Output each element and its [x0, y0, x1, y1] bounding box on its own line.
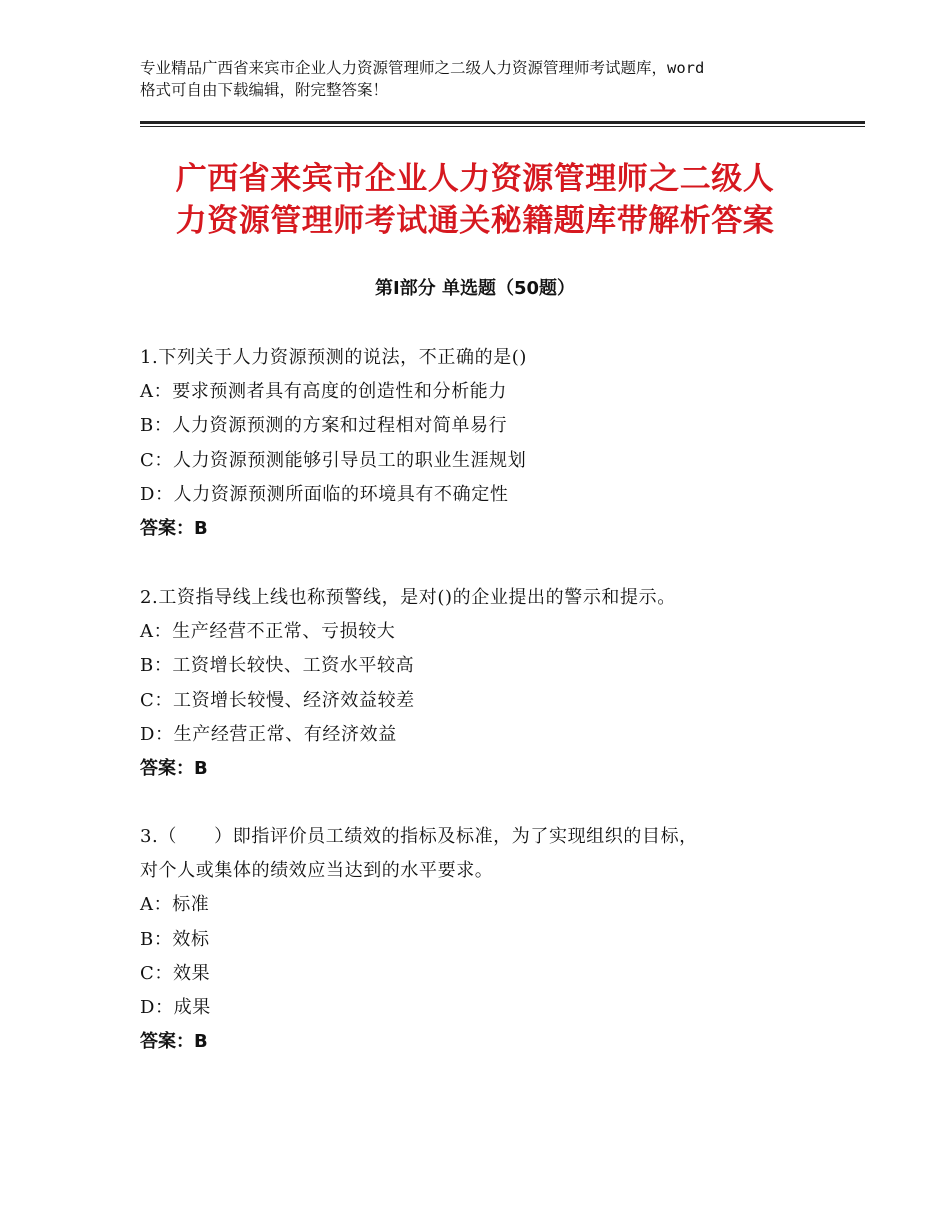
- option-b: B：人力资源预测的方案和过程相对简单易行: [140, 415, 508, 437]
- option-c: C：效果: [140, 962, 211, 984]
- answer: 答案：B: [140, 1031, 208, 1053]
- option-d: D：人力资源预测所面临的环境具有不确定性: [140, 483, 509, 505]
- option-b: B：工资增长较快、工资水平较高: [140, 655, 415, 677]
- question-3: [140, 820, 830, 1059]
- document-title-line-1: 广西省来宾市企业人力资源管理师之二级人: [175, 161, 775, 197]
- option-a: A：标准: [140, 894, 210, 916]
- header-note: [140, 57, 830, 101]
- option-c: C：人力资源预测能够引导员工的职业生涯规划: [140, 449, 527, 471]
- answer: 答案：B: [140, 757, 208, 779]
- question-2: [140, 581, 830, 786]
- document-title-line-2: 力资源管理师考试通关秘籍题库带解析答案: [175, 203, 775, 239]
- question-stem: 1.下列关于人力资源预测的说法，不正确的是(): [140, 347, 528, 368]
- header-note-line-1: 专业精品广西省来宾市企业人力资源管理师之二级人力资源管理师考试题库，word: [140, 59, 705, 77]
- question-1: [140, 341, 830, 546]
- section-heading: 第Ⅰ部分 单选题（50题）: [374, 278, 575, 299]
- document-title: [120, 158, 830, 242]
- answer: 答案：B: [140, 517, 208, 539]
- option-a: A：生产经营不正常、亏损较大: [140, 621, 396, 643]
- option-c: C：工资增长较慢、经济效益较差: [140, 689, 415, 711]
- option-b: B：效标: [140, 928, 210, 950]
- option-d: D：生产经营正常、有经济效益: [140, 723, 397, 745]
- header-note-line-2: 格式可自由下载编辑，附完整答案！: [140, 81, 389, 99]
- question-stem-line-2: 对个人或集体的绩效应当达到的水平要求。: [140, 860, 494, 882]
- header-divider-thick: [140, 121, 865, 124]
- question-stem-line-1: 3.（ ）即指评价员工绩效的指标及标准，为了实现组织的目标，: [140, 826, 698, 847]
- question-stem: 2.工资指导线上线也称预警线，是对()的企业提出的警示和提示。: [140, 587, 676, 608]
- header-divider-thin: [140, 126, 865, 127]
- option-a: A：要求预测者具有高度的创造性和分析能力: [140, 381, 507, 403]
- option-d: D：成果: [140, 996, 211, 1018]
